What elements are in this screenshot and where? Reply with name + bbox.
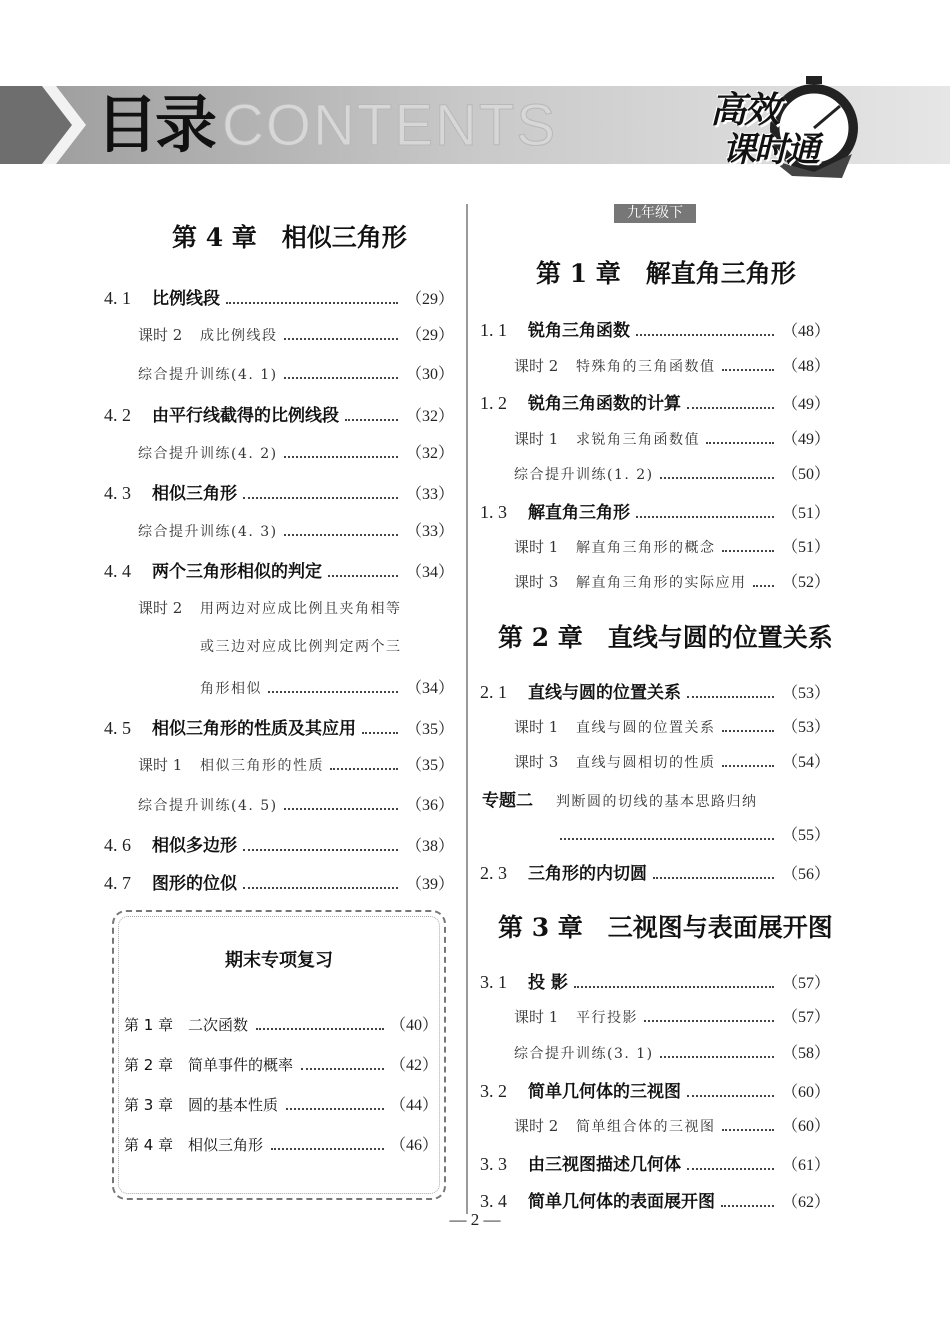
leader-dots bbox=[328, 575, 398, 577]
toc-lesson-continued[interactable] bbox=[200, 675, 454, 698]
lesson-label: 课时 1 bbox=[514, 538, 559, 556]
page-number: （33） bbox=[405, 486, 454, 503]
leader-dots bbox=[284, 808, 398, 810]
page-number: （33） bbox=[405, 523, 454, 540]
lesson-title: 相似三角形的性质 bbox=[200, 758, 324, 774]
toc-lesson[interactable] bbox=[138, 518, 454, 541]
lesson-title: 解直角三角形的概念 bbox=[576, 540, 716, 556]
lesson-title: 用两边对应成比例且夹角相等 bbox=[200, 601, 402, 617]
toc-lesson[interactable] bbox=[138, 361, 454, 384]
section-title: 相似三角形 bbox=[152, 484, 237, 504]
topic-label: 专题二 bbox=[482, 791, 533, 811]
section-title: 直线与圆的位置关系 bbox=[528, 683, 681, 703]
section-title: 锐角三角函数 bbox=[528, 321, 630, 341]
review-chapter: 第 4 章 bbox=[124, 1136, 174, 1154]
toc-section[interactable] bbox=[480, 1150, 830, 1175]
section-number: 3. 4 bbox=[480, 1191, 507, 1211]
page-number: （58） bbox=[781, 1045, 830, 1062]
toc-lesson-continued bbox=[200, 636, 454, 656]
section-title: 投 影 bbox=[528, 973, 568, 993]
lesson-title: 综合提升训练(3. 1) bbox=[514, 1046, 654, 1062]
page-number: （42） bbox=[389, 1057, 438, 1074]
lesson-title: 综合提升训练(4. 1) bbox=[138, 367, 278, 383]
toc-lesson[interactable] bbox=[138, 322, 454, 345]
toc-lesson[interactable] bbox=[138, 597, 454, 618]
grade-badge: 九年级下 bbox=[614, 204, 696, 223]
leader-dots bbox=[268, 691, 398, 693]
toc-lesson[interactable] bbox=[514, 534, 830, 557]
leader-dots bbox=[687, 1095, 774, 1097]
page-number: （48） bbox=[781, 323, 830, 340]
lesson-label: 课时 1 bbox=[514, 1008, 559, 1026]
page-number: （53） bbox=[781, 685, 830, 702]
review-item-title: 二次函数 bbox=[188, 1016, 249, 1034]
section-number: 1. 1 bbox=[480, 320, 507, 340]
page-number: （49） bbox=[781, 431, 830, 448]
leader-dots bbox=[722, 1129, 774, 1131]
page-number: （57） bbox=[781, 1009, 830, 1026]
section-title: 两个三角形相似的判定 bbox=[152, 562, 322, 582]
leader-dots bbox=[362, 732, 398, 734]
leader-dots bbox=[660, 1056, 774, 1058]
toc-lesson[interactable] bbox=[514, 1040, 830, 1063]
page-number: （32） bbox=[405, 408, 454, 425]
section-title: 锐角三角函数的计算 bbox=[528, 394, 681, 414]
section-number: 4. 5 bbox=[104, 718, 131, 738]
toc-section[interactable] bbox=[480, 389, 830, 414]
page-number: （56） bbox=[781, 866, 830, 883]
toc-lesson[interactable] bbox=[138, 792, 454, 815]
page-number: （62） bbox=[781, 1194, 830, 1211]
leader-dots bbox=[560, 838, 774, 840]
toc-section[interactable] bbox=[104, 479, 454, 504]
leader-dots bbox=[574, 986, 774, 988]
leader-dots bbox=[284, 534, 398, 536]
contents-title: CONTENTS bbox=[222, 93, 557, 158]
leader-dots bbox=[243, 887, 398, 889]
page-number: （36） bbox=[405, 797, 454, 814]
page-number: （60） bbox=[781, 1084, 830, 1101]
leader-dots bbox=[660, 477, 774, 479]
toc-section[interactable] bbox=[104, 284, 454, 309]
toc-lesson[interactable] bbox=[514, 461, 830, 484]
page-number: （61） bbox=[781, 1157, 830, 1174]
leader-dots bbox=[345, 419, 398, 421]
lesson-title: 综合提升训练(1. 2) bbox=[514, 467, 654, 483]
lesson-title: 求锐角三角函数值 bbox=[576, 432, 700, 448]
toc-section[interactable] bbox=[104, 401, 454, 426]
section-number: 4. 6 bbox=[104, 835, 131, 855]
page-number: （54） bbox=[781, 754, 830, 771]
toc-section[interactable] bbox=[480, 498, 830, 523]
section-title: 简单几何体的表面展开图 bbox=[528, 1192, 715, 1212]
section-title: 图形的位似 bbox=[152, 874, 237, 894]
section-number: 4. 3 bbox=[104, 483, 131, 503]
page-number: （60） bbox=[781, 1118, 830, 1135]
page-number: （39） bbox=[405, 876, 454, 893]
toc-section[interactable] bbox=[480, 1077, 830, 1102]
lesson-title: 综合提升训练(4. 3) bbox=[138, 524, 278, 540]
leader-dots bbox=[753, 585, 774, 587]
review-item-title: 相似三角形 bbox=[188, 1136, 264, 1154]
leader-dots bbox=[636, 516, 774, 518]
section-number: 2. 1 bbox=[480, 682, 507, 702]
leader-dots bbox=[706, 442, 774, 444]
page-number: （52） bbox=[781, 574, 830, 591]
topic-title: 判断圆的切线的基本思路归纳 bbox=[556, 794, 758, 810]
page-number: （55） bbox=[781, 827, 830, 844]
leader-dots bbox=[256, 1028, 384, 1030]
page-number: （53） bbox=[781, 719, 830, 736]
leader-dots bbox=[722, 369, 774, 371]
page-footer-number: — 2 — bbox=[449, 1210, 501, 1229]
toc-lesson[interactable] bbox=[514, 569, 830, 592]
toc-lesson[interactable] bbox=[514, 353, 830, 376]
section-number: 4. 1 bbox=[104, 288, 131, 308]
toc-section[interactable] bbox=[104, 557, 454, 582]
lesson-title: 综合提升训练(4. 5) bbox=[138, 798, 278, 814]
toc-section[interactable] bbox=[104, 714, 454, 739]
page-number: （44） bbox=[389, 1097, 438, 1114]
section-number: 4. 7 bbox=[104, 873, 131, 893]
toc-lesson[interactable] bbox=[514, 749, 830, 772]
lesson-label: 课时 1 bbox=[138, 756, 183, 774]
toc-lesson[interactable] bbox=[514, 1113, 830, 1136]
lesson-label: 课时 1 bbox=[514, 430, 559, 448]
page-number: （50） bbox=[781, 466, 830, 483]
toc-lesson[interactable] bbox=[514, 1004, 830, 1027]
review-title: 期末专项复习 bbox=[225, 950, 333, 971]
toc-section[interactable] bbox=[104, 869, 454, 894]
section-number: 3. 1 bbox=[480, 972, 507, 992]
lesson-label: 课时 2 bbox=[138, 599, 183, 617]
toc-lesson[interactable] bbox=[514, 714, 830, 737]
toc-section[interactable] bbox=[104, 831, 454, 856]
review-item-title: 简单事件的概率 bbox=[188, 1056, 294, 1074]
section-title: 解直角三角形 bbox=[528, 503, 630, 523]
logo-text-1: 高效 bbox=[710, 90, 779, 131]
leader-dots bbox=[284, 377, 398, 379]
review-item[interactable] bbox=[124, 1012, 438, 1035]
leader-dots bbox=[330, 768, 398, 770]
section-number: 1. 3 bbox=[480, 502, 507, 522]
page-number: （34） bbox=[405, 680, 454, 697]
brand-logo bbox=[702, 70, 862, 180]
toc-section[interactable] bbox=[480, 316, 830, 341]
lesson-label: 课时 1 bbox=[514, 718, 559, 736]
leader-dots bbox=[687, 407, 774, 409]
leader-dots bbox=[722, 765, 774, 767]
page-number: （35） bbox=[405, 721, 454, 738]
lesson-label: 课时 3 bbox=[514, 753, 559, 771]
lesson-title: 特殊角的三角函数值 bbox=[576, 359, 716, 375]
section-number: 3. 3 bbox=[480, 1154, 507, 1174]
section-number: 4. 2 bbox=[104, 405, 131, 425]
section-title: 由三视图描述几何体 bbox=[528, 1155, 681, 1175]
toc-lesson[interactable] bbox=[138, 440, 454, 463]
review-chapter: 第 3 章 bbox=[124, 1096, 174, 1114]
page-number: （57） bbox=[781, 975, 830, 992]
toc-section[interactable] bbox=[480, 968, 830, 993]
section-title: 相似多边形 bbox=[152, 836, 237, 856]
leader-dots bbox=[722, 550, 774, 552]
page-number: （32） bbox=[405, 445, 454, 462]
lesson-title: 直线与圆相切的性质 bbox=[576, 755, 716, 771]
leader-dots bbox=[687, 1168, 774, 1170]
leader-dots bbox=[653, 877, 774, 879]
lesson-title: 直线与圆的位置关系 bbox=[576, 720, 716, 736]
leader-dots bbox=[284, 456, 398, 458]
leader-dots bbox=[226, 302, 398, 304]
lesson-label: 课时 2 bbox=[138, 326, 183, 344]
toc-lesson[interactable] bbox=[138, 752, 454, 775]
leader-dots bbox=[286, 1108, 384, 1110]
toc-section[interactable] bbox=[480, 678, 830, 703]
page-number: （48） bbox=[781, 358, 830, 375]
leader-dots bbox=[243, 497, 398, 499]
column-divider bbox=[466, 204, 468, 1214]
page-number: （34） bbox=[405, 564, 454, 581]
toc-section[interactable] bbox=[480, 859, 830, 884]
page-number: （29） bbox=[405, 327, 454, 344]
leader-dots bbox=[722, 730, 774, 732]
leader-dots bbox=[644, 1020, 774, 1022]
leader-dots bbox=[301, 1068, 384, 1070]
lesson-title: 成比例线段 bbox=[200, 328, 278, 344]
leader-dots bbox=[243, 849, 398, 851]
leader-dots bbox=[271, 1148, 384, 1150]
section-number: 2. 3 bbox=[480, 863, 507, 883]
page-number: （38） bbox=[405, 838, 454, 855]
section-title: 比例线段 bbox=[152, 289, 220, 309]
toc-section[interactable] bbox=[480, 1187, 830, 1212]
chapter-heading: 第 2 章 直线与圆的位置关系 bbox=[498, 623, 833, 652]
mulu-title: 目录 bbox=[96, 88, 215, 161]
page-number: （46） bbox=[389, 1137, 438, 1154]
page-number: （49） bbox=[781, 396, 830, 413]
lesson-title: 解直角三角形的实际应用 bbox=[576, 575, 747, 591]
chapter-heading: 第 4 章 相似三角形 bbox=[172, 223, 407, 252]
section-title: 简单几何体的三视图 bbox=[528, 1082, 681, 1102]
lesson-title: 综合提升训练(4. 2) bbox=[138, 446, 278, 462]
leader-dots bbox=[636, 334, 774, 336]
section-number: 1. 2 bbox=[480, 393, 507, 413]
review-item[interactable] bbox=[124, 1052, 438, 1075]
lesson-title: 或三边对应成比例判定两个三 bbox=[200, 639, 402, 655]
page-number: （51） bbox=[781, 505, 830, 522]
lesson-title: 平行投影 bbox=[576, 1010, 638, 1026]
page-number: （40） bbox=[389, 1017, 438, 1034]
final-review-box bbox=[112, 910, 446, 1200]
lesson-label: 课时 2 bbox=[514, 357, 559, 375]
section-number: 4. 4 bbox=[104, 561, 131, 581]
section-title: 相似三角形的性质及其应用 bbox=[152, 719, 356, 739]
lesson-title: 简单组合体的三视图 bbox=[576, 1119, 716, 1135]
section-number: 3. 2 bbox=[480, 1081, 507, 1101]
page-number: （51） bbox=[781, 539, 830, 556]
review-chapter: 第 2 章 bbox=[124, 1056, 174, 1074]
page-number: （30） bbox=[405, 366, 454, 383]
logo-text-2: 课时通 bbox=[722, 130, 818, 170]
chapter-heading: 第 1 章 解直角三角形 bbox=[536, 259, 796, 288]
chapter-heading: 第 3 章 三视图与表面展开图 bbox=[498, 913, 833, 942]
leader-dots bbox=[687, 696, 774, 698]
review-chapter: 第 1 章 bbox=[124, 1016, 174, 1034]
section-title: 三角形的内切圆 bbox=[528, 864, 647, 884]
section-title: 由平行线截得的比例线段 bbox=[152, 406, 339, 426]
leader-dots bbox=[284, 338, 398, 340]
review-item[interactable] bbox=[124, 1092, 438, 1115]
lesson-label: 课时 3 bbox=[514, 573, 559, 591]
review-item-title: 圆的基本性质 bbox=[188, 1096, 279, 1114]
page-number: （35） bbox=[405, 757, 454, 774]
review-item[interactable] bbox=[124, 1132, 438, 1155]
lesson-title: 角形相似 bbox=[200, 681, 262, 697]
toc-topic-continued[interactable] bbox=[560, 822, 830, 845]
page-number: （29） bbox=[405, 291, 454, 308]
toc-lesson[interactable] bbox=[514, 426, 830, 449]
leader-dots bbox=[721, 1205, 774, 1207]
lesson-label: 课时 2 bbox=[514, 1117, 559, 1135]
toc-topic[interactable] bbox=[482, 786, 830, 811]
